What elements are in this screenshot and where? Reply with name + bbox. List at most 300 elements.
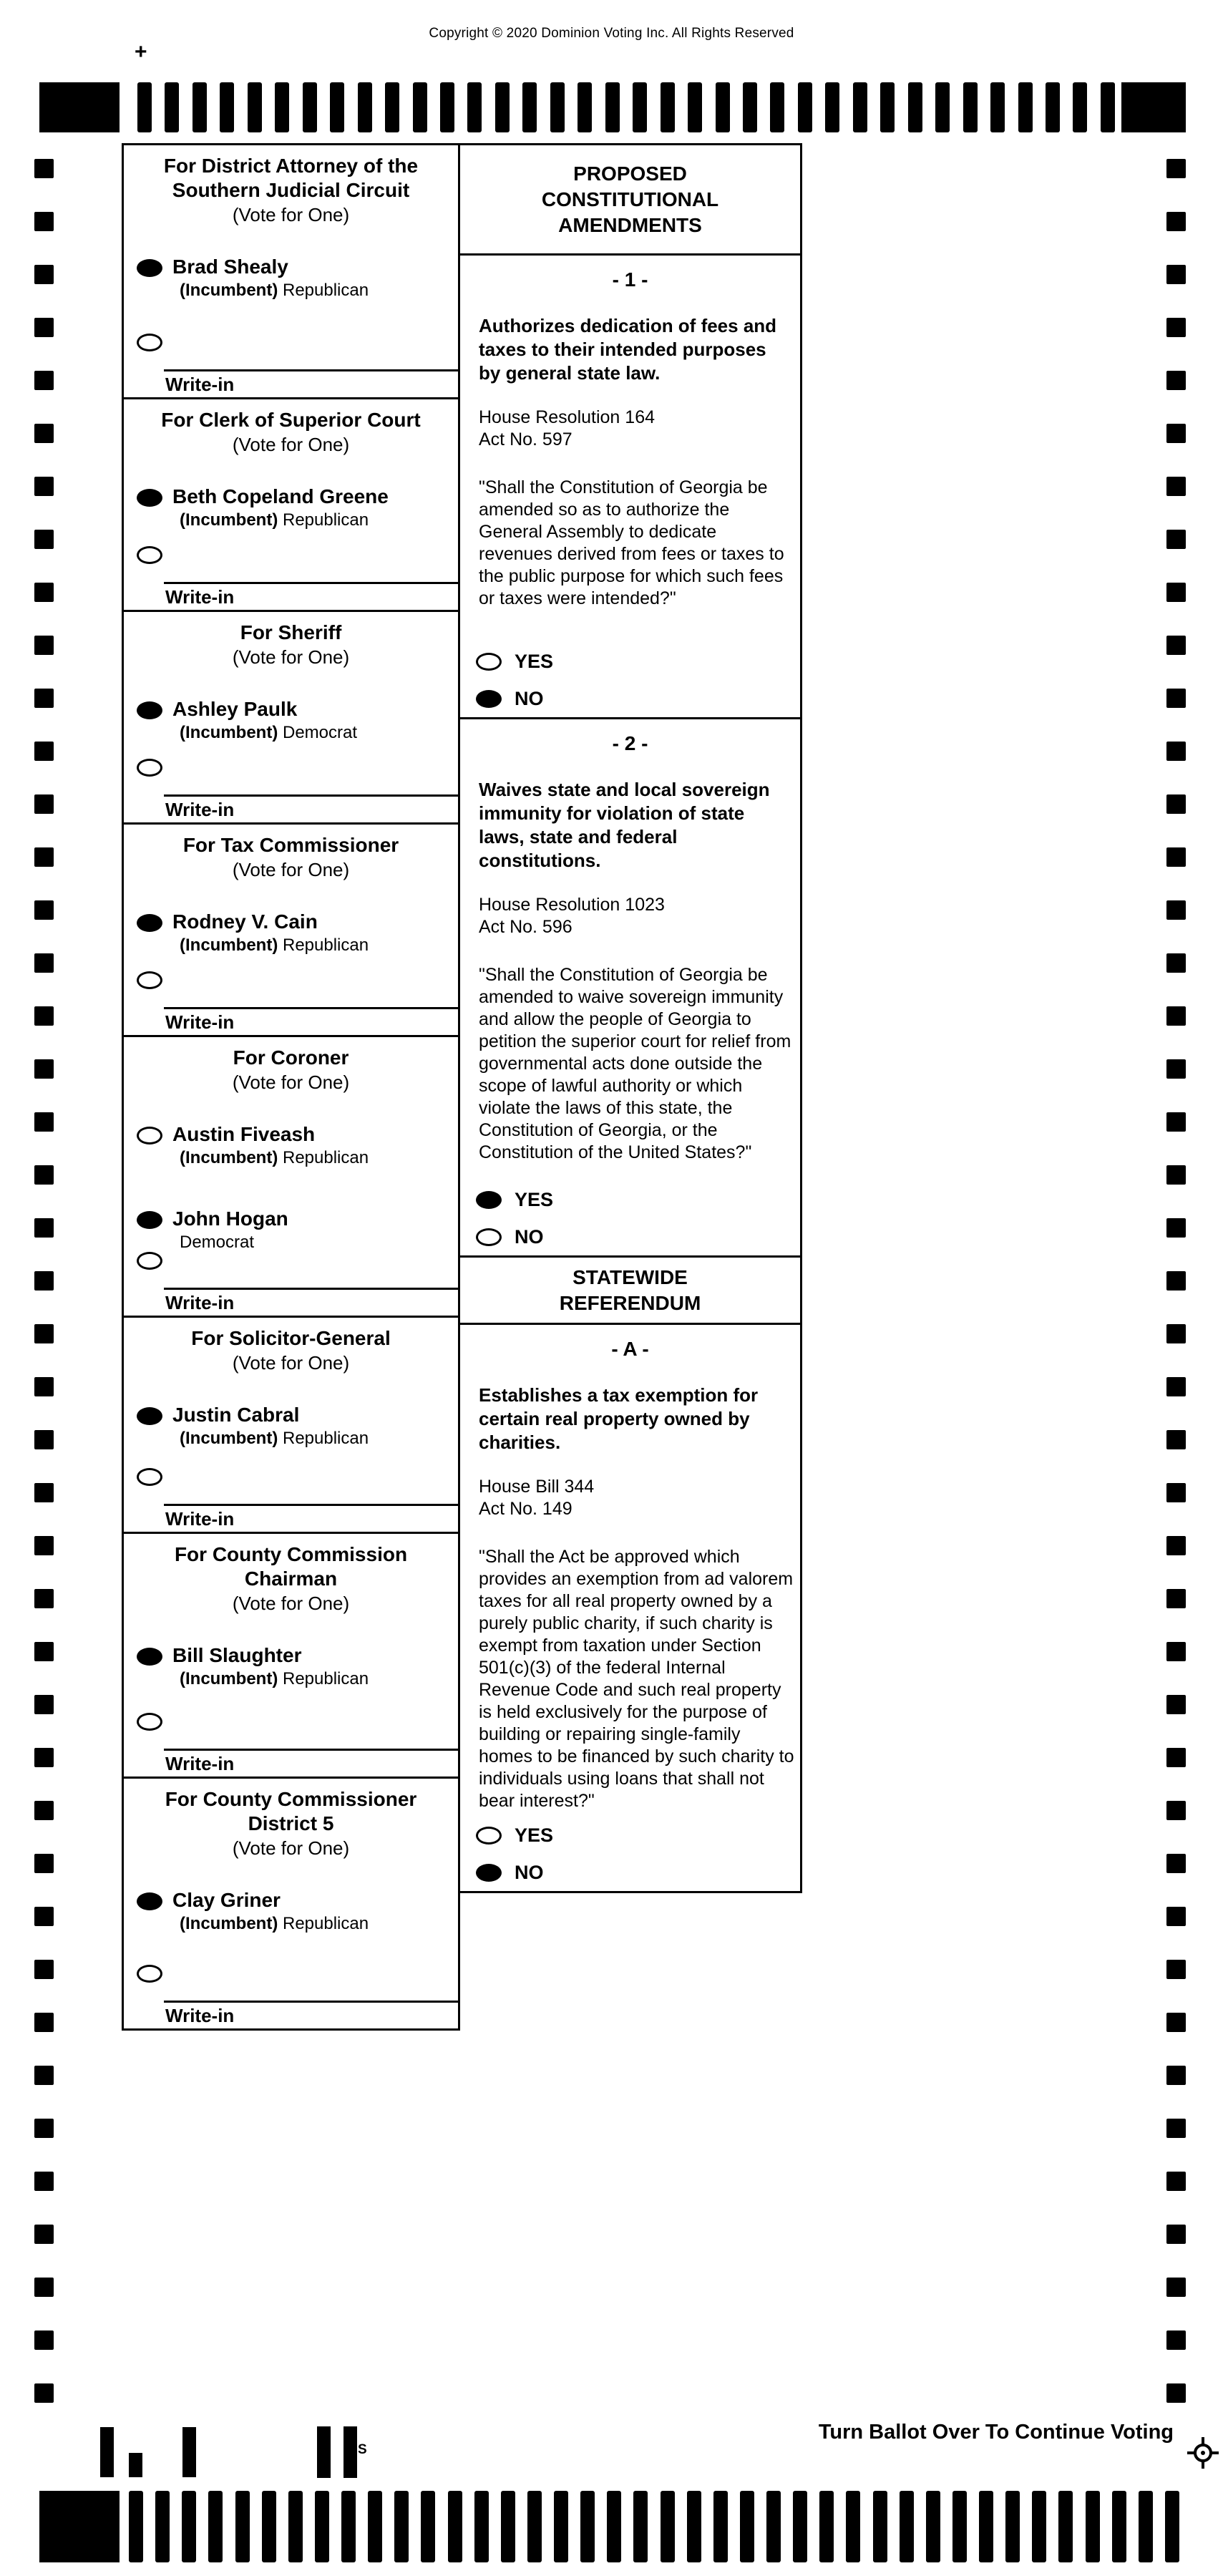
measure-option <box>476 1862 553 1884</box>
edge-square <box>1166 530 1186 549</box>
edge-square <box>1166 212 1186 231</box>
edge-square <box>34 2278 54 2297</box>
timing-mark <box>979 2491 993 2562</box>
contest-title-line: For District Attorney of the <box>163 155 419 177</box>
contest-box <box>122 822 460 1037</box>
timing-mark <box>220 82 234 132</box>
edge-square <box>1166 2013 1186 2032</box>
option-label: NO <box>515 1862 544 1883</box>
edge-square <box>34 953 54 973</box>
timing-mark <box>527 2491 542 2562</box>
timing-mark <box>1073 82 1087 132</box>
edge-square <box>34 159 54 178</box>
edge-square <box>34 212 54 231</box>
edge-square <box>1166 1748 1186 1767</box>
write-in-label: Write-in <box>165 1753 235 1774</box>
timing-mark <box>687 2491 701 2562</box>
measure-reference-line: Act No. 597 <box>479 429 572 449</box>
timing-mark <box>873 2491 887 2562</box>
candidate-party: Democrat <box>180 1233 255 1252</box>
write-in-line[interactable] <box>164 1504 459 1506</box>
timing-mark <box>908 82 922 132</box>
vote-for-instruction: (Vote for One) <box>232 1071 350 1093</box>
timing-mark <box>208 2491 223 2562</box>
candidate-text <box>172 698 357 743</box>
edge-square <box>34 2066 54 2085</box>
timing-mark <box>793 2491 807 2562</box>
measure-reference-line: House Bill 344 <box>479 1477 595 1497</box>
edge-square <box>34 1006 54 1026</box>
edge-square <box>1166 1801 1186 1820</box>
edge-square <box>1166 1112 1186 1132</box>
no-bubble-filled[interactable] <box>476 690 502 708</box>
edge-square <box>34 1483 54 1502</box>
incumbent-label: (Incumbent) <box>180 723 283 742</box>
edge-square <box>1166 1960 1186 1979</box>
contest-title-line: For County Commissioner <box>165 1788 417 1810</box>
edge-square <box>1166 1324 1186 1343</box>
candidate-party: (Incumbent) Republican <box>180 281 369 300</box>
contest-box <box>122 1532 460 1779</box>
edge-square <box>34 1695 54 1714</box>
write-in-bubble[interactable] <box>137 1468 162 1486</box>
section-header-box <box>458 143 802 256</box>
edge-square <box>1166 583 1186 602</box>
timing-mark <box>766 2491 781 2562</box>
candidate-bubble-filled[interactable] <box>137 259 162 277</box>
candidate-text <box>172 1644 369 1689</box>
edge-square <box>34 1589 54 1608</box>
timing-mark-block-top-left <box>39 82 120 132</box>
timing-mark <box>770 82 784 132</box>
measure-box <box>458 717 802 1258</box>
timing-mark <box>952 2491 967 2562</box>
candidate-name: Clay Griner <box>172 1889 281 1911</box>
timing-mark <box>165 82 179 132</box>
write-in-bubble[interactable] <box>137 1252 162 1270</box>
edge-square <box>1166 318 1186 337</box>
section-header-line: REFERENDUM <box>559 1291 701 1314</box>
edge-square <box>34 477 54 496</box>
incumbent-label: (Incumbent) <box>180 1914 283 1933</box>
timing-mark <box>819 2491 834 2562</box>
vote-for-instruction: (Vote for One) <box>232 204 350 225</box>
contest-title <box>124 621 458 645</box>
contest-title <box>124 1542 458 1591</box>
incumbent-label: (Incumbent) <box>180 1669 283 1688</box>
timing-mark <box>607 2491 621 2562</box>
edge-square <box>1166 1695 1186 1714</box>
timing-mark <box>688 82 702 132</box>
registration-crosshair-icon <box>1187 2436 1219 2473</box>
timing-mark <box>661 82 675 132</box>
timing-mark <box>315 2491 329 2562</box>
timing-mark <box>193 82 207 132</box>
edge-square <box>34 1165 54 1185</box>
edge-square <box>34 583 54 602</box>
candidate-party: (Incumbent) Republican <box>180 510 369 530</box>
candidate-bubble-filled[interactable] <box>137 1648 162 1666</box>
measure-reference <box>460 1476 800 1520</box>
timing-mark-column-right <box>1166 159 1186 2403</box>
write-in-line[interactable] <box>164 794 459 797</box>
contest-title <box>124 154 458 203</box>
timing-mark <box>926 2491 940 2562</box>
edge-square <box>1166 424 1186 443</box>
timing-mark <box>1046 82 1060 132</box>
edge-square <box>1166 2066 1186 2085</box>
measure-options <box>476 636 553 710</box>
section-header-line: AMENDMENTS <box>558 213 702 236</box>
timing-mark <box>743 82 757 132</box>
edge-square <box>34 1271 54 1291</box>
timing-mark <box>358 82 372 132</box>
measure-options <box>476 1174 553 1248</box>
yes-bubble[interactable] <box>476 653 502 671</box>
measure-question: "Shall the Act be approved which provides an exemption from ad valorem taxes for all real property owned by a purely public charity, if such charity is exempt from taxation under Section 501(c)(3) of the federal Internal Revenue Code and such real property is held exclusively for the purpose of building or repairing single-family homes to be financed by such charity to individuals using loans that shall not bear interest?" <box>479 1547 794 1811</box>
write-in-label: Write-in <box>165 2005 235 2026</box>
incumbent-label: (Incumbent) <box>180 510 283 530</box>
candidate-name: John Hogan <box>172 1207 288 1230</box>
edge-square <box>34 1112 54 1132</box>
registration-plus-mark: + <box>135 40 147 64</box>
contest-title-line: For Sheriff <box>240 621 342 643</box>
candidate-text <box>172 1123 369 1168</box>
timing-mark <box>448 2491 462 2562</box>
edge-square <box>1166 742 1186 761</box>
measure-reference-line: House Resolution 1023 <box>479 895 665 915</box>
measure-reference-line: Act No. 149 <box>479 1499 572 1519</box>
option-label: YES <box>515 1824 554 1846</box>
edge-square <box>34 2119 54 2138</box>
edge-square <box>34 1536 54 1555</box>
edge-square <box>34 847 54 867</box>
candidate-name: Beth Copeland Greene <box>172 485 389 507</box>
write-in-label: Write-in <box>165 1508 235 1530</box>
timing-mark <box>1086 2491 1100 2562</box>
contest-title <box>124 1326 458 1351</box>
contest-title-line: District 5 <box>248 1812 334 1834</box>
timing-mark <box>713 2491 728 2562</box>
measure-summary: Authorizes dedication of fees and taxes to their intended purposes by general state law. <box>479 315 777 384</box>
edge-square <box>34 2330 54 2350</box>
write-in-bubble[interactable] <box>137 1713 162 1731</box>
timing-mark <box>1005 2491 1020 2562</box>
contest-title-line: For Tax Commissioner <box>182 834 399 856</box>
candidate-bubble-filled[interactable] <box>137 914 162 932</box>
write-in-bubble[interactable] <box>137 971 162 989</box>
contest-title <box>124 1787 458 1836</box>
measure-box <box>458 253 802 719</box>
no-bubble[interactable] <box>476 1228 502 1246</box>
timing-mark <box>605 82 620 132</box>
vote-for-instruction: (Vote for One) <box>232 859 350 880</box>
edge-square <box>34 424 54 443</box>
edge-square <box>34 1748 54 1767</box>
contest-box <box>122 1777 460 2031</box>
timing-mark <box>129 2491 143 2562</box>
edge-square <box>1166 636 1186 655</box>
write-in-bubble[interactable] <box>137 334 162 351</box>
timing-mark <box>633 82 647 132</box>
write-in-line[interactable] <box>164 582 459 584</box>
candidate-text <box>172 485 389 530</box>
edge-square <box>1166 1907 1186 1926</box>
candidate-name: Ashley Paulk <box>172 698 298 720</box>
edge-square <box>34 689 54 708</box>
option-label: NO <box>515 1226 544 1248</box>
contests-column <box>122 143 460 2031</box>
vote-for-instruction: (Vote for One) <box>232 434 350 455</box>
write-in-line[interactable] <box>164 1007 459 1009</box>
write-in-line[interactable] <box>164 1749 459 1751</box>
edge-square <box>34 900 54 920</box>
write-in-label: Write-in <box>165 1011 235 1033</box>
timing-mark <box>798 82 812 132</box>
edge-square <box>34 530 54 549</box>
timing-mark <box>394 2491 409 2562</box>
candidate-option <box>124 1889 458 1934</box>
contest-title <box>124 408 458 432</box>
timing-mark <box>846 2491 860 2562</box>
write-in-line[interactable] <box>164 2001 459 2003</box>
edge-square <box>34 2013 54 2032</box>
timing-mark <box>1165 2491 1179 2562</box>
timing-mark <box>303 82 317 132</box>
timing-mark <box>990 82 1005 132</box>
edge-square <box>34 2225 54 2244</box>
edge-square <box>34 371 54 390</box>
edge-square <box>1166 1377 1186 1396</box>
timing-mark <box>1032 2491 1046 2562</box>
edge-square <box>1166 2330 1186 2350</box>
timing-mark <box>413 82 427 132</box>
contest-box <box>122 397 460 612</box>
candidate-option <box>124 256 458 301</box>
contest-title-line: Southern Judicial Circuit <box>172 179 410 201</box>
edge-square <box>1166 2225 1186 2244</box>
timing-mark-block-bottom-left <box>39 2491 120 2562</box>
measure-option <box>476 651 553 673</box>
measures-column <box>458 143 802 1893</box>
timing-mark <box>550 82 565 132</box>
edge-square <box>1166 477 1186 496</box>
edge-square <box>34 636 54 655</box>
edge-square <box>34 742 54 761</box>
timing-mark-block-top-right <box>1121 82 1186 132</box>
yes-bubble[interactable] <box>476 1827 502 1844</box>
timing-mark <box>385 82 399 132</box>
timing-mark <box>522 82 537 132</box>
candidate-option <box>124 1404 458 1449</box>
candidate-party: (Incumbent) Republican <box>180 1429 369 1448</box>
candidate-name: Brad Shealy <box>172 256 288 278</box>
edge-square <box>1166 689 1186 708</box>
timing-mark <box>1058 2491 1073 2562</box>
edge-square <box>1166 900 1186 920</box>
candidate-bubble-filled[interactable] <box>137 1892 162 1910</box>
candidate-text <box>172 910 369 956</box>
edge-square <box>1166 1642 1186 1661</box>
measure-summary: Establishes a tax exemption for certain real property owned by charities. <box>479 1384 759 1453</box>
measure-option <box>476 1824 553 1847</box>
write-in-bubble[interactable] <box>137 759 162 777</box>
timing-mark <box>1101 82 1115 132</box>
measure-option <box>476 1189 553 1211</box>
vote-for-instruction: (Vote for One) <box>232 646 350 668</box>
timing-mark <box>853 82 867 132</box>
candidate-party: (Incumbent) Republican <box>180 935 369 955</box>
edge-square <box>34 1801 54 1820</box>
candidate-party: (Incumbent) Republican <box>180 1914 369 1933</box>
timing-mark <box>474 2491 489 2562</box>
timing-mark <box>825 82 839 132</box>
edge-square <box>1166 1854 1186 1873</box>
edge-square <box>34 2383 54 2403</box>
contest-title <box>124 1046 458 1070</box>
write-in-bubble[interactable] <box>137 1965 162 1983</box>
edge-square <box>34 1430 54 1449</box>
timing-mark <box>275 82 289 132</box>
edge-square <box>34 1907 54 1926</box>
option-label: NO <box>515 688 544 709</box>
candidate-bubble-filled[interactable] <box>137 1211 162 1229</box>
edge-square <box>1166 1589 1186 1608</box>
timing-mark <box>1112 2491 1126 2562</box>
timing-mark <box>330 82 344 132</box>
timing-mark <box>288 2491 303 2562</box>
timing-mark <box>440 82 454 132</box>
write-in-line[interactable] <box>164 1288 459 1290</box>
timing-mark <box>1018 82 1033 132</box>
candidate-name: Rodney V. Cain <box>172 910 318 933</box>
timing-mark <box>580 2491 595 2562</box>
contest-title-line: Chairman <box>244 1568 338 1590</box>
write-in-line[interactable] <box>164 369 459 371</box>
candidate-text <box>172 256 369 301</box>
write-in-label: Write-in <box>165 374 235 395</box>
incumbent-label: (Incumbent) <box>180 1429 283 1448</box>
timing-mark <box>740 2491 754 2562</box>
edge-square <box>1166 159 1186 178</box>
measure-number: - 2 - <box>612 732 648 754</box>
edge-square <box>34 1377 54 1396</box>
incumbent-label: (Incumbent) <box>180 1148 283 1167</box>
edge-square <box>1166 1430 1186 1449</box>
incumbent-label: (Incumbent) <box>180 935 283 955</box>
edge-square <box>34 2172 54 2191</box>
measure-summary: Waives state and local sovereign immunity for violation of state laws, state and federal constitutions. <box>479 779 770 871</box>
edge-square <box>1166 371 1186 390</box>
measure-number: - A - <box>611 1338 649 1360</box>
measure-reference <box>460 894 800 938</box>
yes-bubble-filled[interactable] <box>476 1191 502 1209</box>
timing-mark <box>248 82 262 132</box>
contest-box <box>122 1035 460 1318</box>
measure-option <box>476 688 553 710</box>
measure-reference-line: House Resolution 164 <box>479 407 655 427</box>
timing-mark <box>1139 2491 1153 2562</box>
candidate-text <box>172 1404 369 1449</box>
edge-square <box>1166 847 1186 867</box>
contest-box <box>122 143 460 399</box>
edge-square <box>1166 1483 1186 1502</box>
timing-mark <box>235 2491 250 2562</box>
edge-square <box>1166 265 1186 284</box>
timing-mark <box>900 2491 914 2562</box>
timing-mark <box>716 82 730 132</box>
candidate-party: (Incumbent) Republican <box>180 1669 369 1688</box>
option-label: YES <box>515 651 554 672</box>
edge-square <box>1166 953 1186 973</box>
edge-square <box>1166 2119 1186 2138</box>
contest-title-line: For County Commission <box>174 1543 408 1565</box>
vote-for-instruction: (Vote for One) <box>232 1352 350 1374</box>
edge-square <box>34 1059 54 1079</box>
timing-mark <box>262 2491 276 2562</box>
vote-for-instruction: (Vote for One) <box>232 1593 350 1614</box>
edge-square <box>34 265 54 284</box>
candidate-option <box>124 1644 458 1689</box>
edge-square <box>34 1218 54 1238</box>
measure-question: "Shall the Constitution of Georgia be amended so as to authorize the General Assembly to dedicate revenues derived from fees or taxes to the public purpose for which such fees or taxes were intended?" <box>479 477 784 608</box>
timing-mark-row-top <box>137 82 1115 132</box>
section-header-line: STATEWIDE <box>572 1265 688 1288</box>
contest-title-line: For Solicitor-General <box>191 1327 391 1349</box>
timing-mark <box>495 82 510 132</box>
candidate-option <box>124 485 458 530</box>
measure-option <box>476 1226 553 1248</box>
edge-square <box>1166 1218 1186 1238</box>
timing-mark <box>578 82 592 132</box>
candidate-bubble-filled[interactable] <box>137 1407 162 1425</box>
candidate-bubble[interactable] <box>137 1127 162 1144</box>
section-header-line: PROPOSED <box>573 162 687 185</box>
edge-square <box>34 1642 54 1661</box>
section-header-line: CONSTITUTIONAL <box>541 188 719 210</box>
no-bubble-filled[interactable] <box>476 1864 502 1882</box>
write-in-label: Write-in <box>165 586 235 608</box>
timing-mark <box>467 82 482 132</box>
measure-reference <box>460 407 800 451</box>
contest-title-line: For Coroner <box>233 1046 349 1069</box>
timing-mark <box>182 2491 196 2562</box>
candidate-text <box>172 1889 369 1934</box>
timing-mark <box>341 2491 356 2562</box>
contest-box <box>122 1316 460 1534</box>
edge-square <box>1166 1059 1186 1079</box>
edge-square <box>1166 1165 1186 1185</box>
write-in-label: Write-in <box>165 1292 235 1313</box>
barcode-bar <box>129 2453 142 2477</box>
candidate-party: (Incumbent) Democrat <box>180 723 358 742</box>
edge-square <box>1166 2383 1186 2403</box>
candidate-bubble-filled[interactable] <box>137 489 162 507</box>
write-in-bubble[interactable] <box>137 546 162 564</box>
timing-mark <box>633 2491 648 2562</box>
timing-mark-column-left <box>34 159 54 2403</box>
measure-options <box>476 1809 553 1884</box>
option-label: YES <box>515 1189 554 1210</box>
candidate-bubble-filled[interactable] <box>137 701 162 719</box>
vote-for-instruction: (Vote for One) <box>232 1837 350 1859</box>
section-header-box <box>458 1255 802 1325</box>
incumbent-label: (Incumbent) <box>180 281 283 300</box>
timing-mark <box>935 82 950 132</box>
edge-square <box>34 318 54 337</box>
edge-square <box>1166 1006 1186 1026</box>
timing-mark <box>368 2491 382 2562</box>
